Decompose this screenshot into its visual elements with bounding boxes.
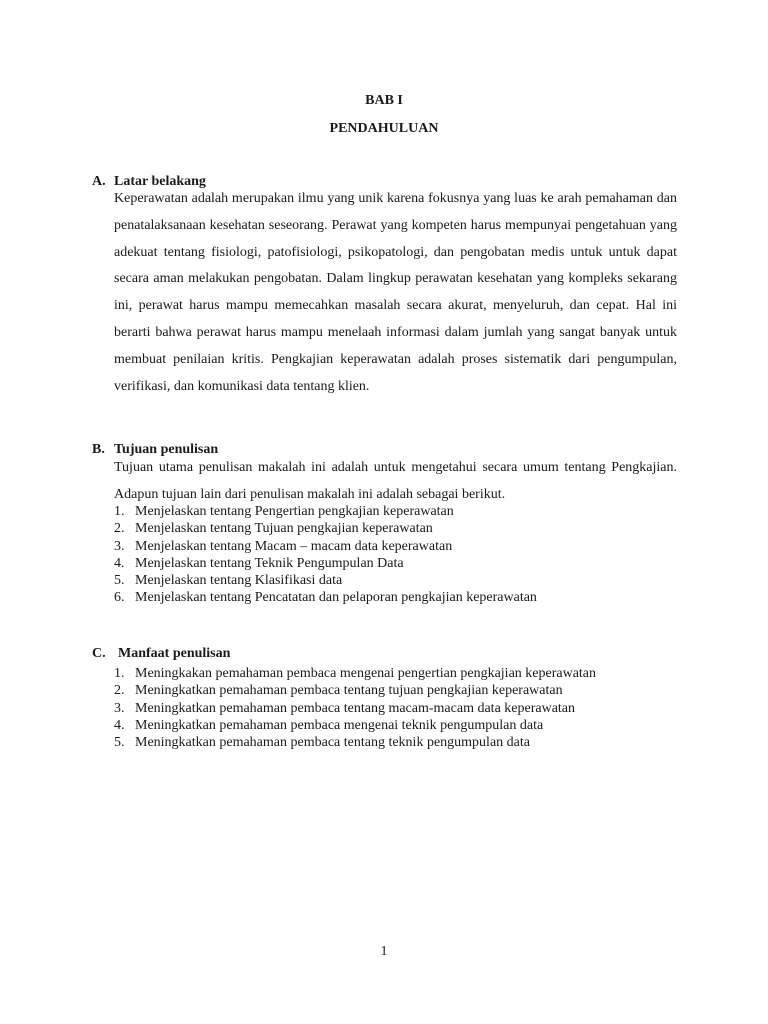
section-a-letter: A. <box>92 174 106 189</box>
list-item: 1. Meningkakan pemahaman pembaca mengenai pengertian pengkajian keperawatan <box>114 666 597 681</box>
section-c-title: Manfaat penulisan <box>118 646 231 661</box>
list-item: 2. Meningkatkan pemahaman pembaca tentang tujuan pengkajian keperawatan <box>114 683 563 699</box>
list-item: 4. Meningkatkan pemahaman pembaca mengenai teknik pengumpulan data <box>114 717 544 733</box>
section-b-paragraph: Tujuan utama penulisan makalah ini adalah untuk mengetahui secara umum tentang Pengkajian. Adapun tujuan lain dari penulisan makalah ini adalah sebagai berikut. <box>114 460 677 502</box>
section-a-title: Latar belakang <box>114 174 206 189</box>
section-a-paragraph: Keperawatan adalah merupakan ilmu yang unik karena fokusnya yang luas ke arah pemahaman dan penatalaksanaan kesehatan seseorang. Perawat yang kompeten harus mempunyai pengetahuan yang adekuat tentang fisiologi, patofisiologi, psikopatologi, dan pengobatan medis untuk untuk dapat secara aman melakukan pengobatan. Dalam lingkup perawatan kesehatan yang kompleks sekarang ini, perawat harus mampu memecahkan masalah secara akurat, menyeluruh, dan cepat. Hal ini berarti bahwa perawat harus mampu menelaah informasi dalam jumlah yang sangat banyak untuk membuat penilaian kritis. Pengkajian keperawatan adalah proses sistematik dari pengumpulan, verifikasi, dan komunikasi data tentang klien. <box>114 191 677 394</box>
section-c-list <box>114 665 596 751</box>
chapter-title: PENDAHULUAN <box>329 121 439 136</box>
chapter-label: BAB I <box>365 93 403 108</box>
list-item: 5. Menjelaskan tentang Klasifikasi data <box>114 573 343 589</box>
list-item: 5. Meningkatkan pemahaman pembaca tentang teknik pengumpulan data <box>114 735 530 751</box>
list-item: 1. Menjelaskan tentang Pengertian pengkajian keperawatan <box>114 504 454 519</box>
list-item: 6. Menjelaskan tentang Pencatatan dan pelaporan pengkajian keperawatan <box>114 590 537 606</box>
section-b-letter: B. <box>92 442 105 457</box>
page-number: 1 <box>380 944 388 959</box>
section-b-list <box>114 503 537 607</box>
list-item: 4. Menjelaskan tentang Teknik Pengumpulan Data <box>114 555 404 571</box>
list-item: 2. Menjelaskan tentang Tujuan pengkajian keperawatan <box>114 521 433 537</box>
list-item: 3. Menjelaskan tentang Macam – macam data keperawatan <box>114 538 453 554</box>
list-item: 3. Meningkatkan pemahaman pembaca tentang macam-macam data keperawatan <box>114 700 576 716</box>
section-b-title: Tujuan penulisan <box>114 442 219 457</box>
section-c-heading <box>92 646 230 662</box>
section-c-letter: C. <box>92 646 106 661</box>
